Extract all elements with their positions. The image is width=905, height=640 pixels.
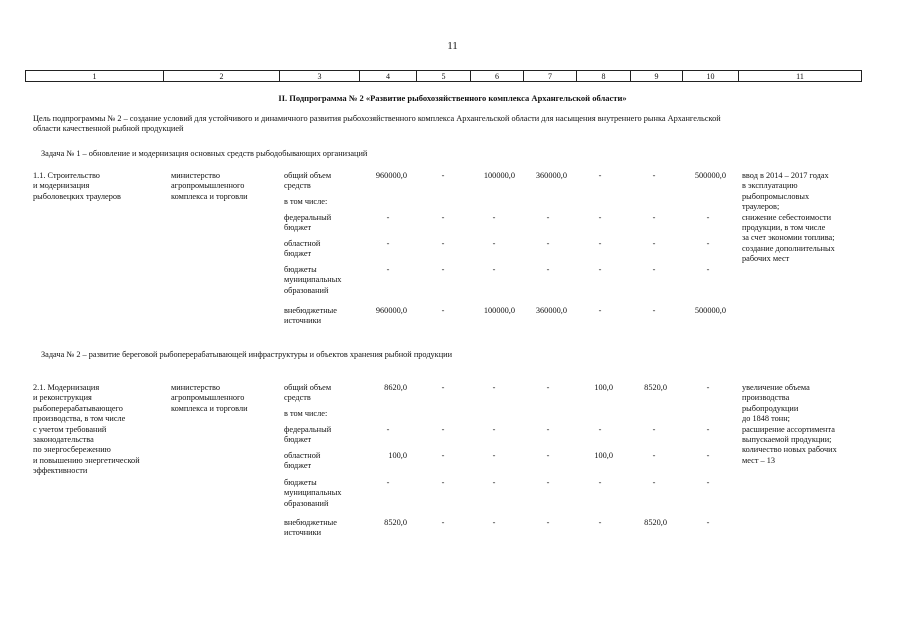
funding-value: - — [492, 239, 496, 248]
funding-value: 100,0 — [388, 451, 407, 460]
funding-source-label: внебюджетные источники — [284, 306, 337, 326]
funding-value: - — [598, 239, 602, 248]
funding-value: - — [441, 171, 445, 180]
funding-value: - — [652, 306, 656, 315]
measure-1-1-name: 1.1. Строительство и модернизация рыболовецких траулеров — [33, 171, 121, 201]
funding-source-label: в том числе: — [284, 197, 328, 206]
header-cell: 1 — [26, 71, 164, 82]
funding-value: - — [492, 478, 496, 487]
funding-value: - — [441, 306, 445, 315]
funding-source-label: областной бюджет — [284, 239, 321, 259]
funding-value: - — [441, 213, 445, 222]
funding-value: - — [546, 451, 550, 460]
header-cell: 11 — [739, 71, 862, 82]
funding-value: 8520,0 — [644, 518, 667, 527]
funding-value: - — [598, 478, 602, 487]
measure-2-1-executor: министерство агропромышленного комплекса и торговли — [171, 383, 248, 413]
funding-value: - — [386, 478, 390, 487]
funding-value: - — [652, 265, 656, 274]
funding-source-label: в том числе: — [284, 409, 328, 418]
goal-text: Цель подпрограммы № 2 – создание условий для устойчивого и динамичного развития рыбохозяйственного комплекса Архангельской области для насыщения внутреннего рынка Архангельской области качественной рыбной продукцией — [33, 114, 721, 134]
header-cell: 6 — [471, 71, 524, 82]
measure-1-1-executor: министерство агропромышленного комплекса и торговли — [171, 171, 248, 201]
funding-value: - — [546, 478, 550, 487]
funding-value: - — [706, 518, 710, 527]
funding-value: - — [652, 478, 656, 487]
funding-value: - — [386, 239, 390, 248]
funding-value: 8620,0 — [384, 383, 407, 392]
funding-value: - — [706, 265, 710, 274]
funding-source-label: внебюджетные источники — [284, 518, 337, 538]
funding-source-label: общий объем средств — [284, 383, 332, 403]
funding-value: - — [706, 451, 710, 460]
funding-value: 8520,0 — [384, 518, 407, 527]
funding-value: 360000,0 — [535, 306, 567, 315]
funding-value: - — [441, 518, 445, 527]
task-2-heading: Задача № 2 – развитие береговой рыбоперерабатывающей инфраструктуры и объектов хранения рыбной продукции — [41, 350, 453, 359]
funding-value: - — [386, 213, 390, 222]
funding-value: - — [492, 383, 496, 392]
funding-value: - — [492, 425, 496, 434]
measure-2-1-result: увеличение объема производства рыбопродукции до 1848 тонн; расширение ассортимента выпускаемой продукции; количество новых рабочих мест – 13 — [742, 383, 837, 465]
funding-value: - — [652, 451, 656, 460]
funding-source-label: областной бюджет — [284, 451, 321, 471]
header-cell: 8 — [577, 71, 631, 82]
funding-value: - — [598, 265, 602, 274]
header-cell: 5 — [417, 71, 471, 82]
funding-value: - — [492, 518, 496, 527]
page-number: 11 — [447, 40, 458, 52]
funding-value: - — [652, 425, 656, 434]
measure-2-1-name: 2.1. Модернизация и реконструкция рыбоперерабатывающего производства, в том числе с учетом требований законодательства по энергосбережению и повышению энергетической эффективности — [33, 383, 140, 476]
funding-value: - — [706, 213, 710, 222]
funding-value: 960000,0 — [375, 171, 407, 180]
header-cell: 4 — [360, 71, 417, 82]
funding-value: - — [652, 213, 656, 222]
funding-source-label: федеральный бюджет — [284, 213, 332, 233]
header-cell: 7 — [524, 71, 577, 82]
funding-value: - — [706, 239, 710, 248]
funding-source-label: общий объем средств — [284, 171, 332, 191]
funding-value: - — [441, 478, 445, 487]
funding-value: 100000,0 — [483, 306, 515, 315]
funding-value: - — [441, 451, 445, 460]
section-title: II. Подпрограмма № 2 «Развитие рыбохозяйственного комплекса Архангельской области» — [278, 93, 627, 103]
measure-1-1-result: ввод в 2014 – 2017 годах в эксплуатацию рыбопромысловых траулеров; снижение себестоимости продукции, в том числе за счет экономии топлива; создание дополнительных рабочих мест — [742, 171, 835, 264]
funding-value: - — [598, 306, 602, 315]
funding-value: - — [546, 265, 550, 274]
funding-value: - — [546, 518, 550, 527]
funding-value: - — [706, 478, 710, 487]
funding-value: - — [652, 239, 656, 248]
funding-value: - — [492, 213, 496, 222]
funding-value: 960000,0 — [375, 306, 407, 315]
funding-value: - — [598, 213, 602, 222]
funding-value: - — [386, 425, 390, 434]
funding-value: - — [546, 239, 550, 248]
funding-value: - — [441, 239, 445, 248]
funding-value: - — [706, 425, 710, 434]
funding-value: 500000,0 — [694, 306, 726, 315]
funding-value: 8520,0 — [644, 383, 667, 392]
column-number-header — [25, 70, 862, 82]
funding-value: 360000,0 — [535, 171, 567, 180]
funding-source-label: федеральный бюджет — [284, 425, 332, 445]
funding-value: - — [441, 425, 445, 434]
funding-value: - — [598, 518, 602, 527]
funding-value: - — [441, 265, 445, 274]
funding-value: - — [441, 383, 445, 392]
header-cell: 3 — [280, 71, 360, 82]
funding-value: - — [492, 451, 496, 460]
funding-value: 100000,0 — [483, 171, 515, 180]
funding-value: - — [598, 171, 602, 180]
funding-value: - — [492, 265, 496, 274]
funding-value: - — [706, 383, 710, 392]
funding-value: - — [546, 213, 550, 222]
header-cell: 10 — [683, 71, 739, 82]
task-1-heading: Задача № 1 – обновление и модернизация основных средств рыбодобывающих организаций — [41, 149, 368, 158]
funding-value: - — [546, 425, 550, 434]
header-cell: 2 — [164, 71, 280, 82]
funding-source-label: бюджеты муниципальных образований — [284, 478, 342, 508]
header-cell: 9 — [631, 71, 683, 82]
funding-value: 100,0 — [594, 451, 613, 460]
funding-value: - — [386, 265, 390, 274]
funding-value: 100,0 — [594, 383, 613, 392]
funding-value: 500000,0 — [694, 171, 726, 180]
funding-value: - — [546, 383, 550, 392]
funding-value: - — [598, 425, 602, 434]
funding-value: - — [652, 171, 656, 180]
funding-source-label: бюджеты муниципальных образований — [284, 265, 342, 295]
